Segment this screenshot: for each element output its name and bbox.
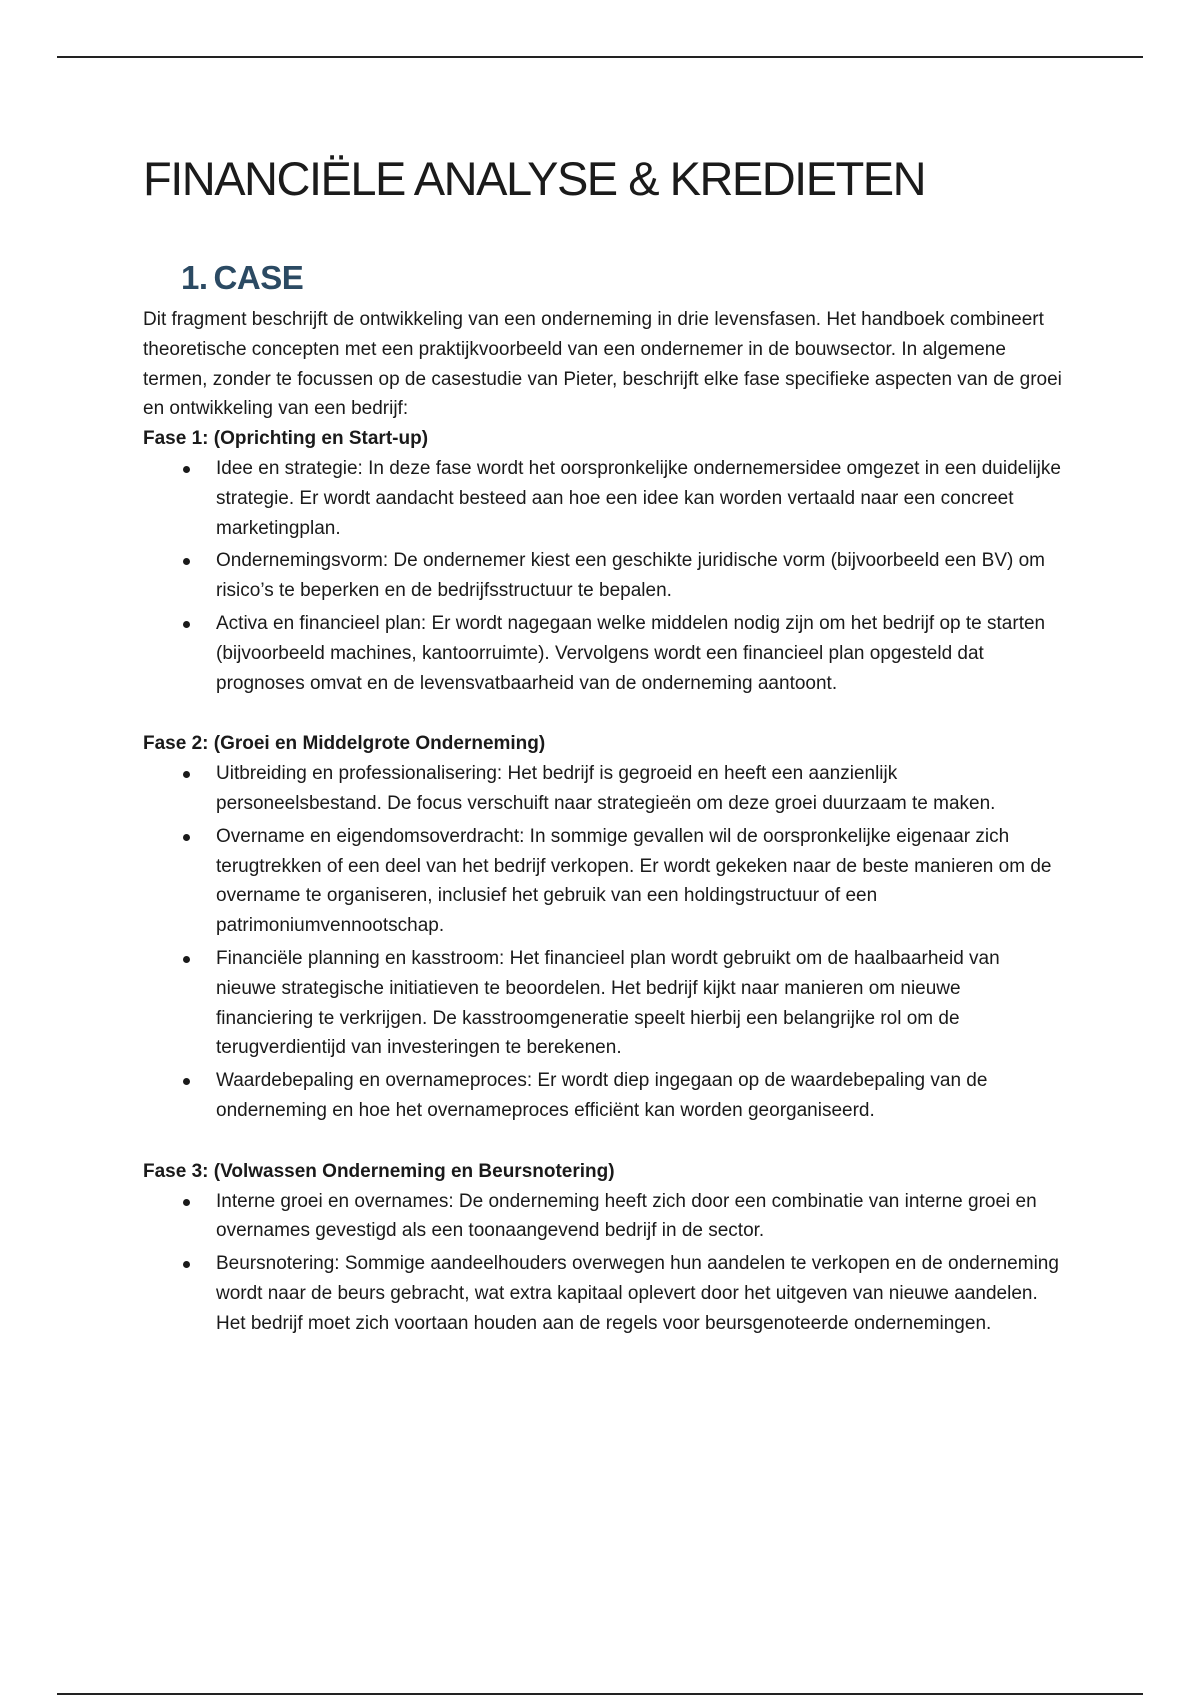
phase-1-list bbox=[143, 454, 1063, 698]
list-item bbox=[143, 546, 1063, 606]
phase-title: Fase 3: (Volwassen Onderneming en Beursnotering) bbox=[143, 1160, 615, 1182]
phase-3-list bbox=[143, 1187, 1063, 1339]
list-item-text: Idee en strategie: In deze fase wordt het oorspronkelijke ondernemersidee omgezet in een duidelijke strategie. Er wordt aandacht besteed aan hoe een idee kan worden vertaald naar een concreet marketingplan. bbox=[216, 457, 1061, 539]
list-item-text: Beursnotering: Sommige aandeelhouders overwegen hun aandelen te verkopen en de onderneming wordt naar de beurs gebracht, wat extra kapitaal oplevert door het uitgeven van nieuwe aandelen. Het bedrijf moet zich voortaan houden aan de regels voor beursgenoteerde ondernemingen. bbox=[216, 1253, 1059, 1334]
phase-title: Fase 1: (Oprichting en Start-up) bbox=[143, 428, 429, 450]
section-number: 1. bbox=[181, 259, 208, 296]
list-item-text: Financiële planning en kasstroom: Het financieel plan wordt gebruikt om de haalbaarheid van nieuwe strategische initiatieven te beoordelen. Het bedrijf kijkt naar manieren om nieuwe financiering te verkrijgen. De kasstroomgeneratie speelt hierbij een belangrijke rol om de terugverdientijd van investeringen te berekenen. bbox=[216, 947, 1000, 1059]
document-body bbox=[143, 150, 1063, 1342]
intro-paragraph: Dit fragment beschrijft de ontwikkeling van een onderneming in drie levensfasen. Het handboek combineert theoretische concepten met een praktijkvoorbeeld van een ondernemer in de bouwsector. In algemene termen, zonder te focussen op de casestudie van Pieter, beschrijft elke fase specifieke aspecten van de groei en ontwikkeling van een bedrijf: bbox=[143, 309, 1062, 420]
list-item-text: Waardebepaling en overnameproces: Er wordt diep ingegaan op de waardebepaling van de onderneming en hoe het overnameproces efficiënt kan worden georganiseerd. bbox=[216, 1070, 988, 1121]
bullet-icon bbox=[183, 834, 190, 841]
list-item bbox=[143, 1187, 1063, 1247]
phase-2-list bbox=[143, 759, 1063, 1126]
bullet-icon bbox=[183, 558, 190, 565]
list-item bbox=[143, 1066, 1063, 1126]
list-item bbox=[143, 822, 1063, 941]
list-item bbox=[143, 454, 1063, 543]
list-item bbox=[143, 944, 1063, 1063]
list-item bbox=[143, 1249, 1063, 1338]
top-divider bbox=[57, 56, 1143, 58]
phase-2 bbox=[143, 729, 1063, 1125]
bullet-icon bbox=[183, 771, 190, 778]
list-item-text: Overname en eigendomsoverdracht: In sommige gevallen wil de oorspronkelijke eigenaar zich terugtrekken of een deel van het bedrijf verkopen. Er wordt gekeken naar de beste manieren om de overname te organiseren, inclusief het gebruik van een holdingstructuur of een patrimoniumvennootschap. bbox=[216, 825, 1052, 937]
bullet-icon bbox=[183, 956, 190, 963]
list-item-text: Uitbreiding en professionalisering: Het bedrijf is gegroeid en heeft een aanzienlijk personeelsbestand. De focus verschuift naar strategieën om deze groei duurzaam te maken. bbox=[216, 763, 996, 814]
phase-1 bbox=[143, 424, 1063, 698]
bullet-icon bbox=[183, 1261, 190, 1268]
bullet-icon bbox=[183, 466, 190, 473]
bullet-icon bbox=[183, 1199, 190, 1206]
bottom-divider bbox=[57, 1693, 1143, 1695]
phase-title: Fase 2: (Groei en Middelgrote Onderneming) bbox=[143, 733, 546, 755]
list-item-text: Activa en financieel plan: Er wordt nagegaan welke middelen nodig zijn om het bedrijf op te starten (bijvoorbeeld machines, kantoorruimte). Vervolgens wordt een financieel plan opgesteld dat prognoses omvat en de levensvatbaarheid van de onderneming aantoont. bbox=[216, 612, 1046, 694]
list-item-text: Ondernemingsvorm: De ondernemer kiest een geschikte juridische vorm (bijvoorbeeld een BV) om risico’s te beperken en de bedrijfsstructuur te bepalen. bbox=[216, 550, 1045, 602]
phase-3 bbox=[143, 1157, 1063, 1339]
list-item-text: Interne groei en overnames: De onderneming heeft zich door een combinatie van interne groei en overnames gevestigd als een toonaangevend bedrijf in de sector. bbox=[216, 1190, 1037, 1242]
list-item bbox=[143, 759, 1063, 819]
section-heading bbox=[143, 258, 1063, 298]
list-item bbox=[143, 609, 1063, 698]
section-title: CASE bbox=[213, 259, 304, 296]
bullet-icon bbox=[183, 621, 190, 628]
bullet-icon bbox=[183, 1078, 190, 1085]
document-title: FINANCIËLE ANALYSE & KREDIETEN bbox=[143, 152, 926, 205]
